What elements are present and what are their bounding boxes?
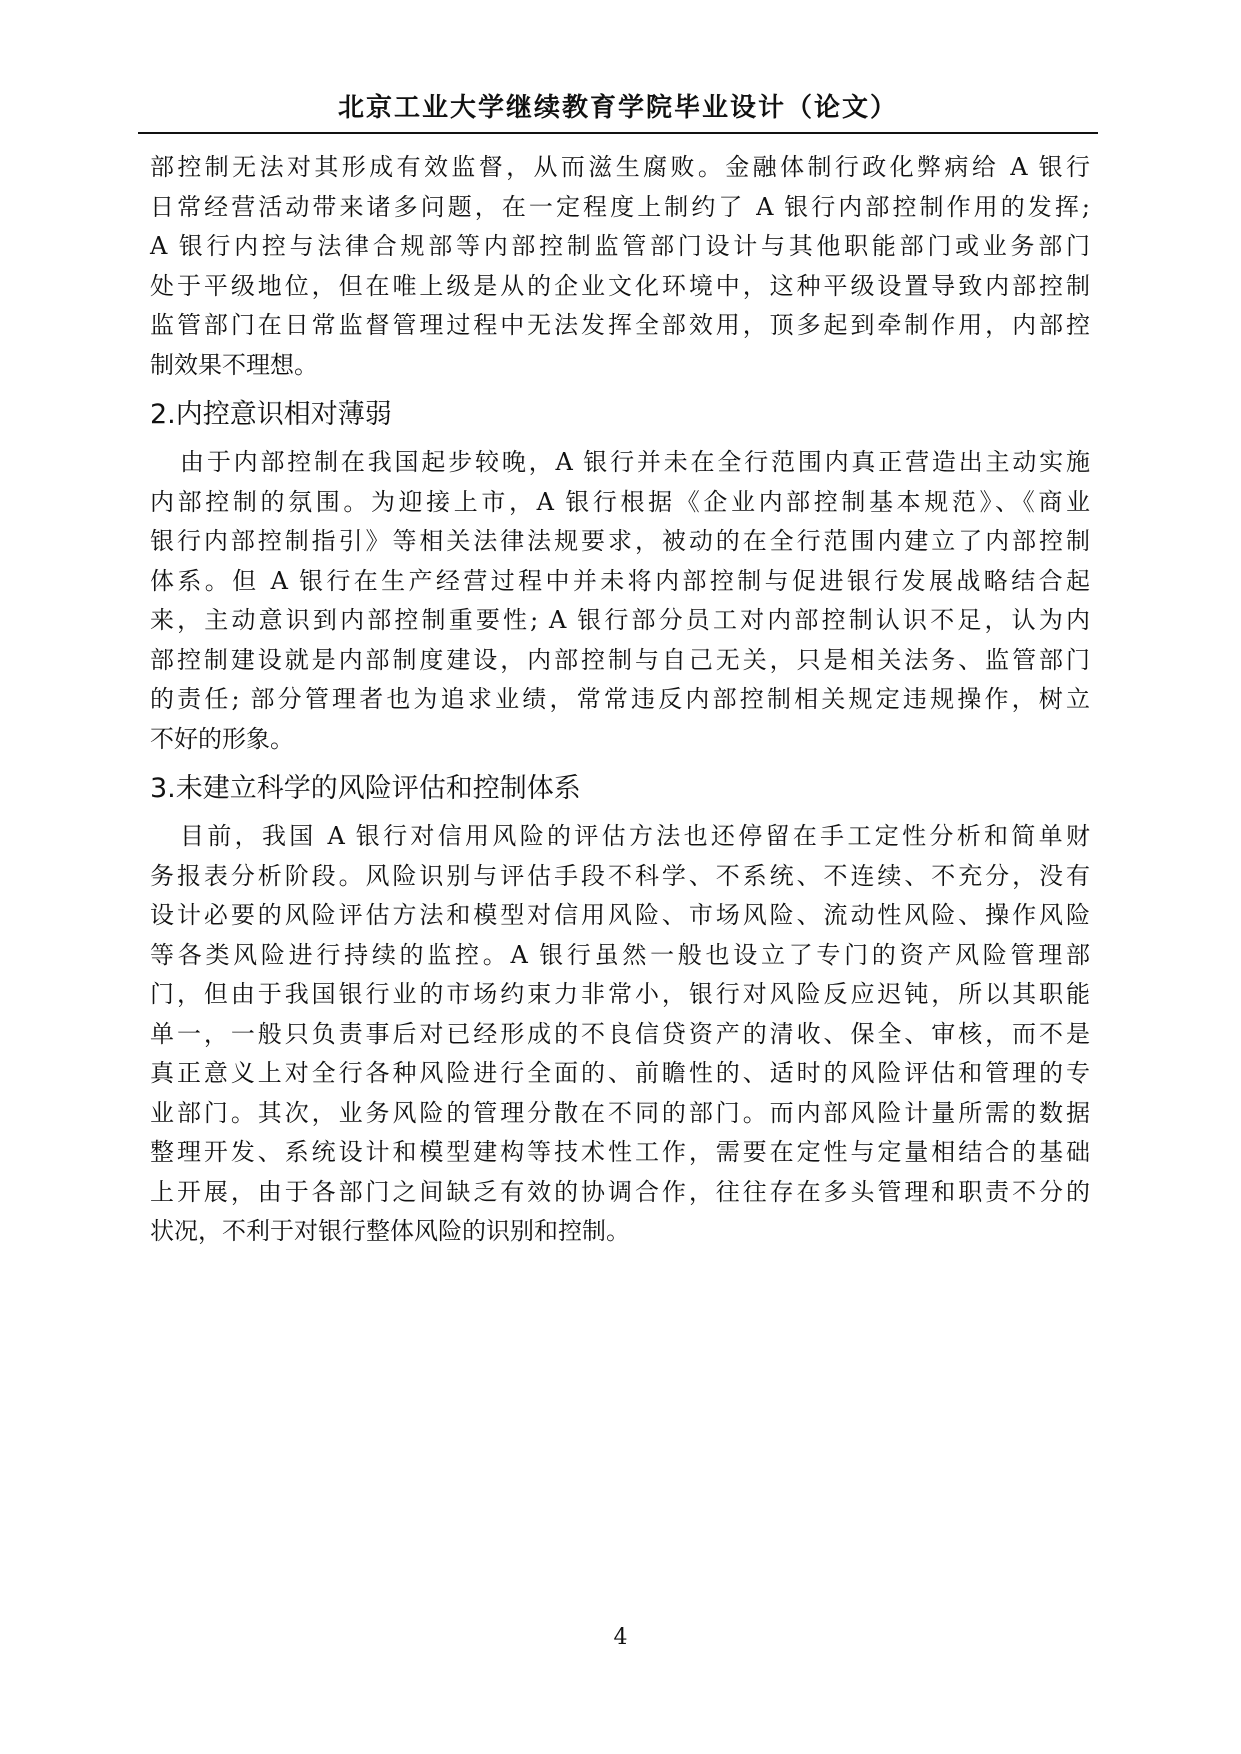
text-line: 银行内部控制指引》等相关法律法规要求，被动的在全行范围内建立了内部控制 [150,527,1090,555]
text-line: 整理开发、系统设计和模型建构等技术性工作，需要在定性与定量相结合的基础 [150,1138,1090,1166]
text-line: 业部门。其次，业务风险的管理分散在不同的部门。而内部风险计量所需的数据 [150,1098,1090,1127]
text-line: 不好的形象。 [150,724,294,753]
text-line: 的责任; 部分管理者也为追求业绩，常常违反内部控制相关规定违规操作，树立 [150,685,1090,713]
text-line: 务报表分析阶段。风险识别与评估手段不科学、不系统、不连续、不充分，没有 [150,861,1090,890]
text-line: 制效果不理想。 [150,350,318,379]
text-line: 等各类风险进行持续的监控。A 银行虽然一般也设立了专门的资产风险管理部 [150,940,1090,969]
text-line: 内部控制的氛围。为迎接上市，A 银行根据《企业内部控制基本规范》、《商业 [150,487,1090,516]
text-line: 来，主动意识到内部控制重要性; A 银行部分员工对内部控制认识不足，认为内 [150,606,1090,634]
text-line: 处于平级地位，但在唯上级是从的企业文化环境中，这种平级设置导致内部控制 [150,271,1090,300]
paragraph [150,148,1090,385]
paragraph [150,817,1090,1252]
text-line: 上开展，由于各部门之间缺乏有效的协调合作，往往存在多头管理和职责不分的 [150,1177,1090,1206]
text-line: 日常经营活动带来诸多问题，在一定程度上制约了 A 银行内部控制作用的发挥; [150,192,1090,221]
text-line: 单一，一般只负责事后对已经形成的不良信贷资产的清收、保全、审核，而不是 [150,1019,1090,1048]
document-body [150,148,1090,1252]
text-line: 监管部门在日常监督管理过程中无法发挥全部效用，顶多起到牵制作用，内部控 [150,311,1090,339]
section-heading: 2.内控意识相对薄弱 [150,399,392,430]
page-number: 4 [613,1625,628,1650]
header-title: 北京工业大学继续教育学院毕业设计（论文） [337,93,898,123]
text-line: 设计必要的风险评估方法和模型对信用风险、市场风险、流动性风险、操作风险 [150,901,1090,929]
text-line: 目前，我国 A 银行对信用风险的评估方法也还停留在手工定性分析和简单财 [180,822,1090,850]
text-line: 部控制无法对其形成有效监督，从而滋生腐败。金融体制行政化弊病给 A 银行 [150,153,1090,181]
text-line: 门，但由于我国银行业的市场约束力非常小，银行对风险反应迟钝，所以其职能 [150,980,1090,1008]
text-line: 部控制建设就是内部制度建设，内部控制与自己无关，只是相关法务、监管部门 [150,645,1090,674]
text-line: A 银行内控与法律合规部等内部控制监管部门设计与其他职能部门或业务部门 [150,232,1090,260]
text-line: 体系。但 A 银行在生产经营过程中并未将内部控制与促进银行发展战略结合起 [150,566,1090,595]
paragraph [150,443,1090,759]
text-line: 由于内部控制在我国起步较晚，A 银行并未在全行范围内真正营造出主动实施 [180,448,1090,476]
text-line: 真正意义上对全行各种风险进行全面的、前瞻性的、适时的风险评估和管理的专 [150,1059,1090,1087]
section-heading: 3.未建立科学的风险评估和控制体系 [150,773,581,804]
page-header [138,88,1098,134]
text-line: 状况，不利于对银行整体风险的识别和控制。 [150,1217,630,1245]
